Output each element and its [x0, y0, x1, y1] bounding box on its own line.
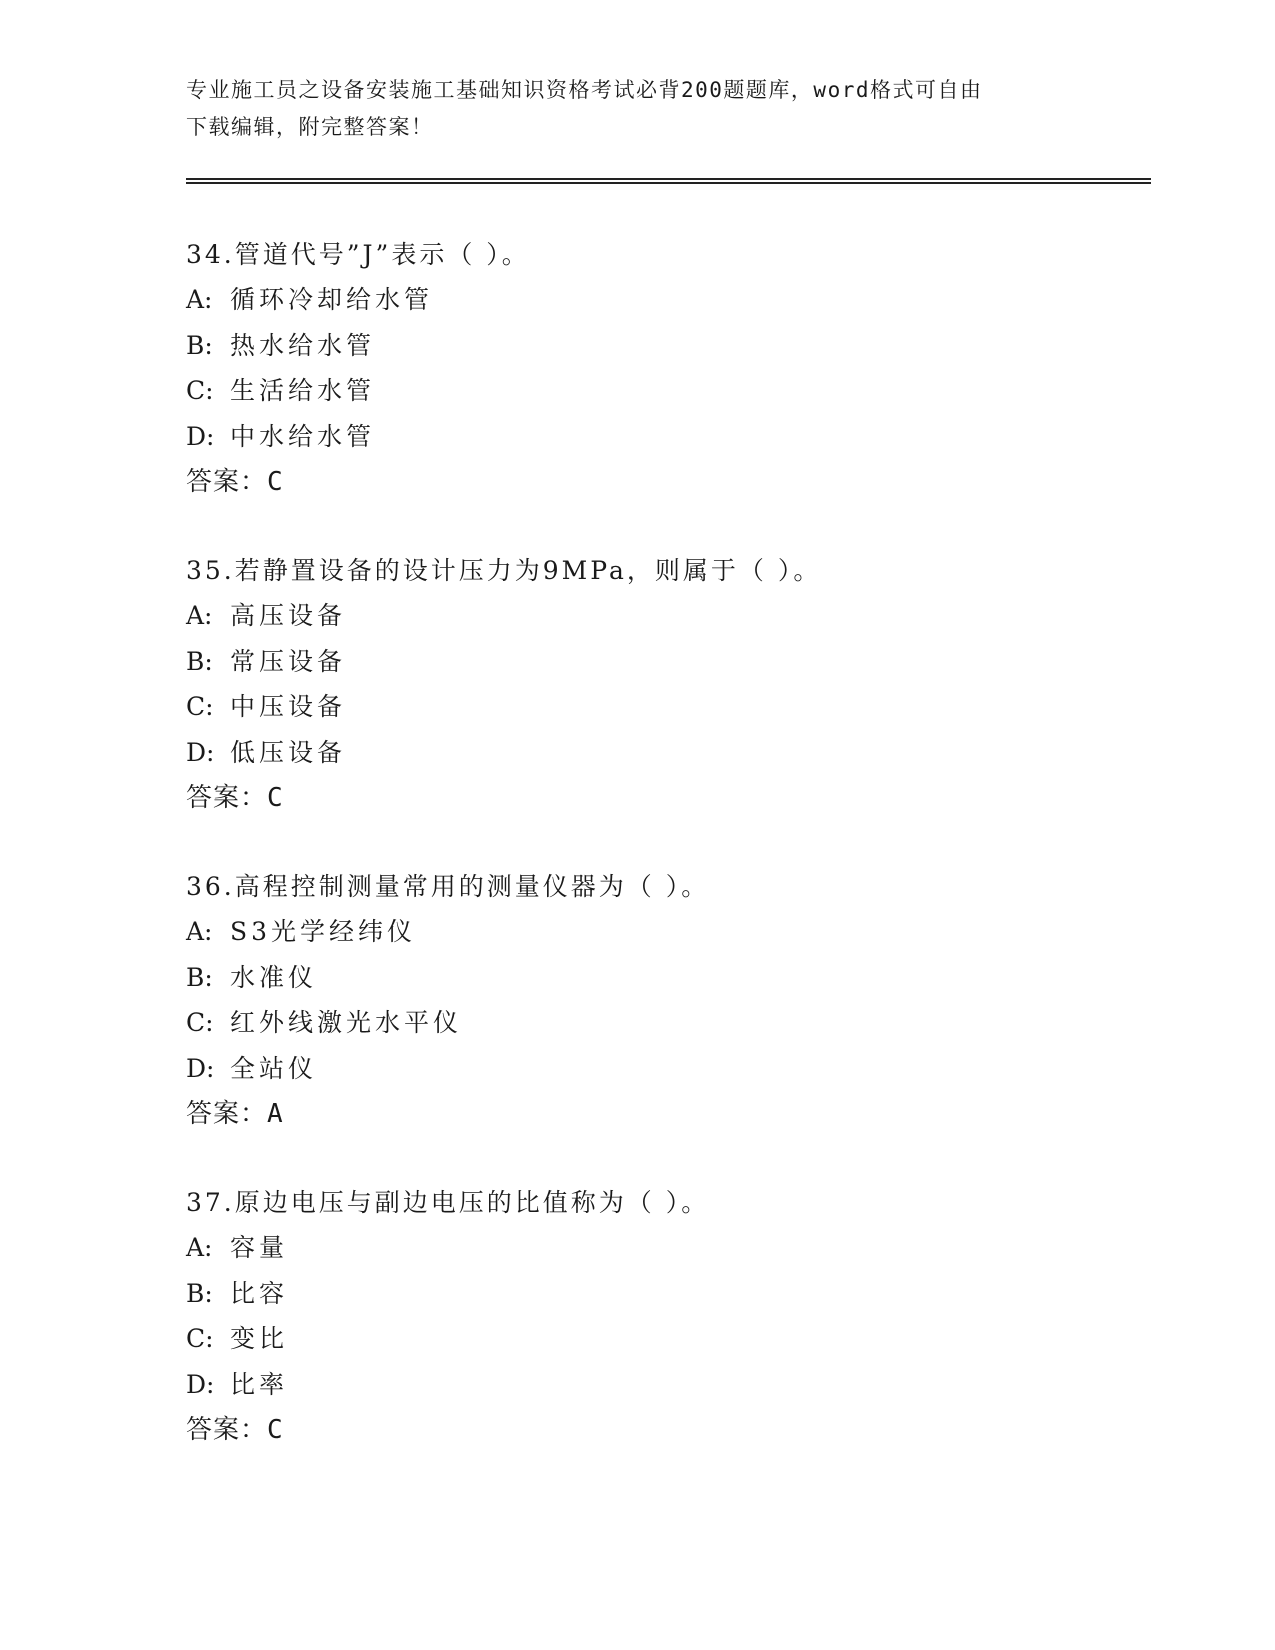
answer-label: 答案：	[186, 1099, 268, 1129]
option-letter: D:	[186, 1369, 215, 1399]
option-d	[186, 414, 1146, 460]
option-text: 高压设备	[230, 601, 347, 630]
option-text: 全站仪	[230, 1053, 318, 1083]
option-letter: A:	[186, 917, 213, 946]
answer-value: C	[267, 467, 284, 497]
header-divider-top	[186, 178, 1151, 180]
option-d	[186, 1046, 1146, 1092]
option-text: 中水给水管	[230, 421, 376, 451]
question-37	[186, 1180, 1146, 1453]
option-text: 低压设备	[230, 737, 347, 767]
option-d	[186, 1362, 1146, 1408]
option-a	[186, 277, 1146, 323]
option-letter: C:	[186, 1008, 214, 1037]
answer-value: C	[267, 1415, 284, 1445]
option-letter: B:	[186, 962, 213, 992]
option-d	[186, 730, 1146, 776]
option-letter: D:	[186, 737, 215, 767]
option-text: 变比	[230, 1324, 289, 1353]
option-c	[186, 368, 1146, 414]
option-text: 比容	[230, 1278, 289, 1308]
option-text: 中压设备	[230, 692, 347, 721]
option-b	[186, 1271, 1146, 1317]
option-text: 循环冷却给水管	[230, 285, 434, 314]
option-letter: A:	[186, 1233, 213, 1262]
header-line-2: 下载编辑，附完整答案！	[186, 115, 434, 139]
option-letter: B:	[186, 646, 213, 676]
document-header	[186, 72, 1066, 146]
option-text: 红外线激光水平仪	[230, 1008, 463, 1037]
option-a	[186, 593, 1146, 639]
answer-value: A	[267, 1099, 284, 1129]
option-text: S3光学经纬仪	[230, 917, 417, 946]
option-c	[186, 684, 1146, 730]
header-divider-bottom	[186, 182, 1151, 184]
answer-label: 答案：	[186, 467, 268, 497]
question-stem: 37.原边电压与副边电压的比值称为（ ）。	[186, 1188, 710, 1217]
option-text: 水准仪	[230, 962, 318, 992]
answer-value: C	[267, 783, 284, 813]
option-letter: C:	[186, 1324, 214, 1353]
question-stem: 34.管道代号”J”表示（ ）。	[186, 240, 530, 269]
option-letter: D:	[186, 421, 215, 451]
question-36	[186, 864, 1146, 1137]
option-a	[186, 1225, 1146, 1271]
option-text: 热水给水管	[230, 330, 376, 360]
answer-label: 答案：	[186, 1415, 268, 1445]
answer-line	[186, 775, 1146, 821]
option-letter: B:	[186, 1278, 213, 1308]
option-letter: A:	[186, 601, 213, 630]
option-letter: D:	[186, 1053, 215, 1083]
option-text: 比率	[230, 1369, 289, 1399]
question-stem: 36.高程控制测量常用的测量仪器为（ ）。	[186, 872, 710, 901]
option-b	[186, 639, 1146, 685]
option-letter: C:	[186, 692, 214, 721]
answer-line	[186, 1091, 1146, 1137]
option-letter: C:	[186, 376, 214, 405]
option-letter: A:	[186, 285, 213, 314]
answer-line	[186, 1407, 1146, 1453]
answer-line	[186, 459, 1146, 505]
question-35	[186, 548, 1146, 821]
option-text: 容量	[230, 1233, 289, 1262]
answer-label: 答案：	[186, 783, 268, 813]
option-c	[186, 1000, 1146, 1046]
question-stem: 35.若静置设备的设计压力为9MPa，则属于（ ）。	[186, 556, 822, 585]
question-34	[186, 232, 1146, 505]
header-line-1: 专业施工员之设备安装施工基础知识资格考试必背200题题库，word格式可自由	[186, 78, 983, 102]
option-text: 生活给水管	[230, 376, 376, 405]
option-c	[186, 1316, 1146, 1362]
option-b	[186, 323, 1146, 369]
option-letter: B:	[186, 330, 213, 360]
option-b	[186, 955, 1146, 1001]
option-text: 常压设备	[230, 646, 347, 676]
option-a	[186, 909, 1146, 955]
